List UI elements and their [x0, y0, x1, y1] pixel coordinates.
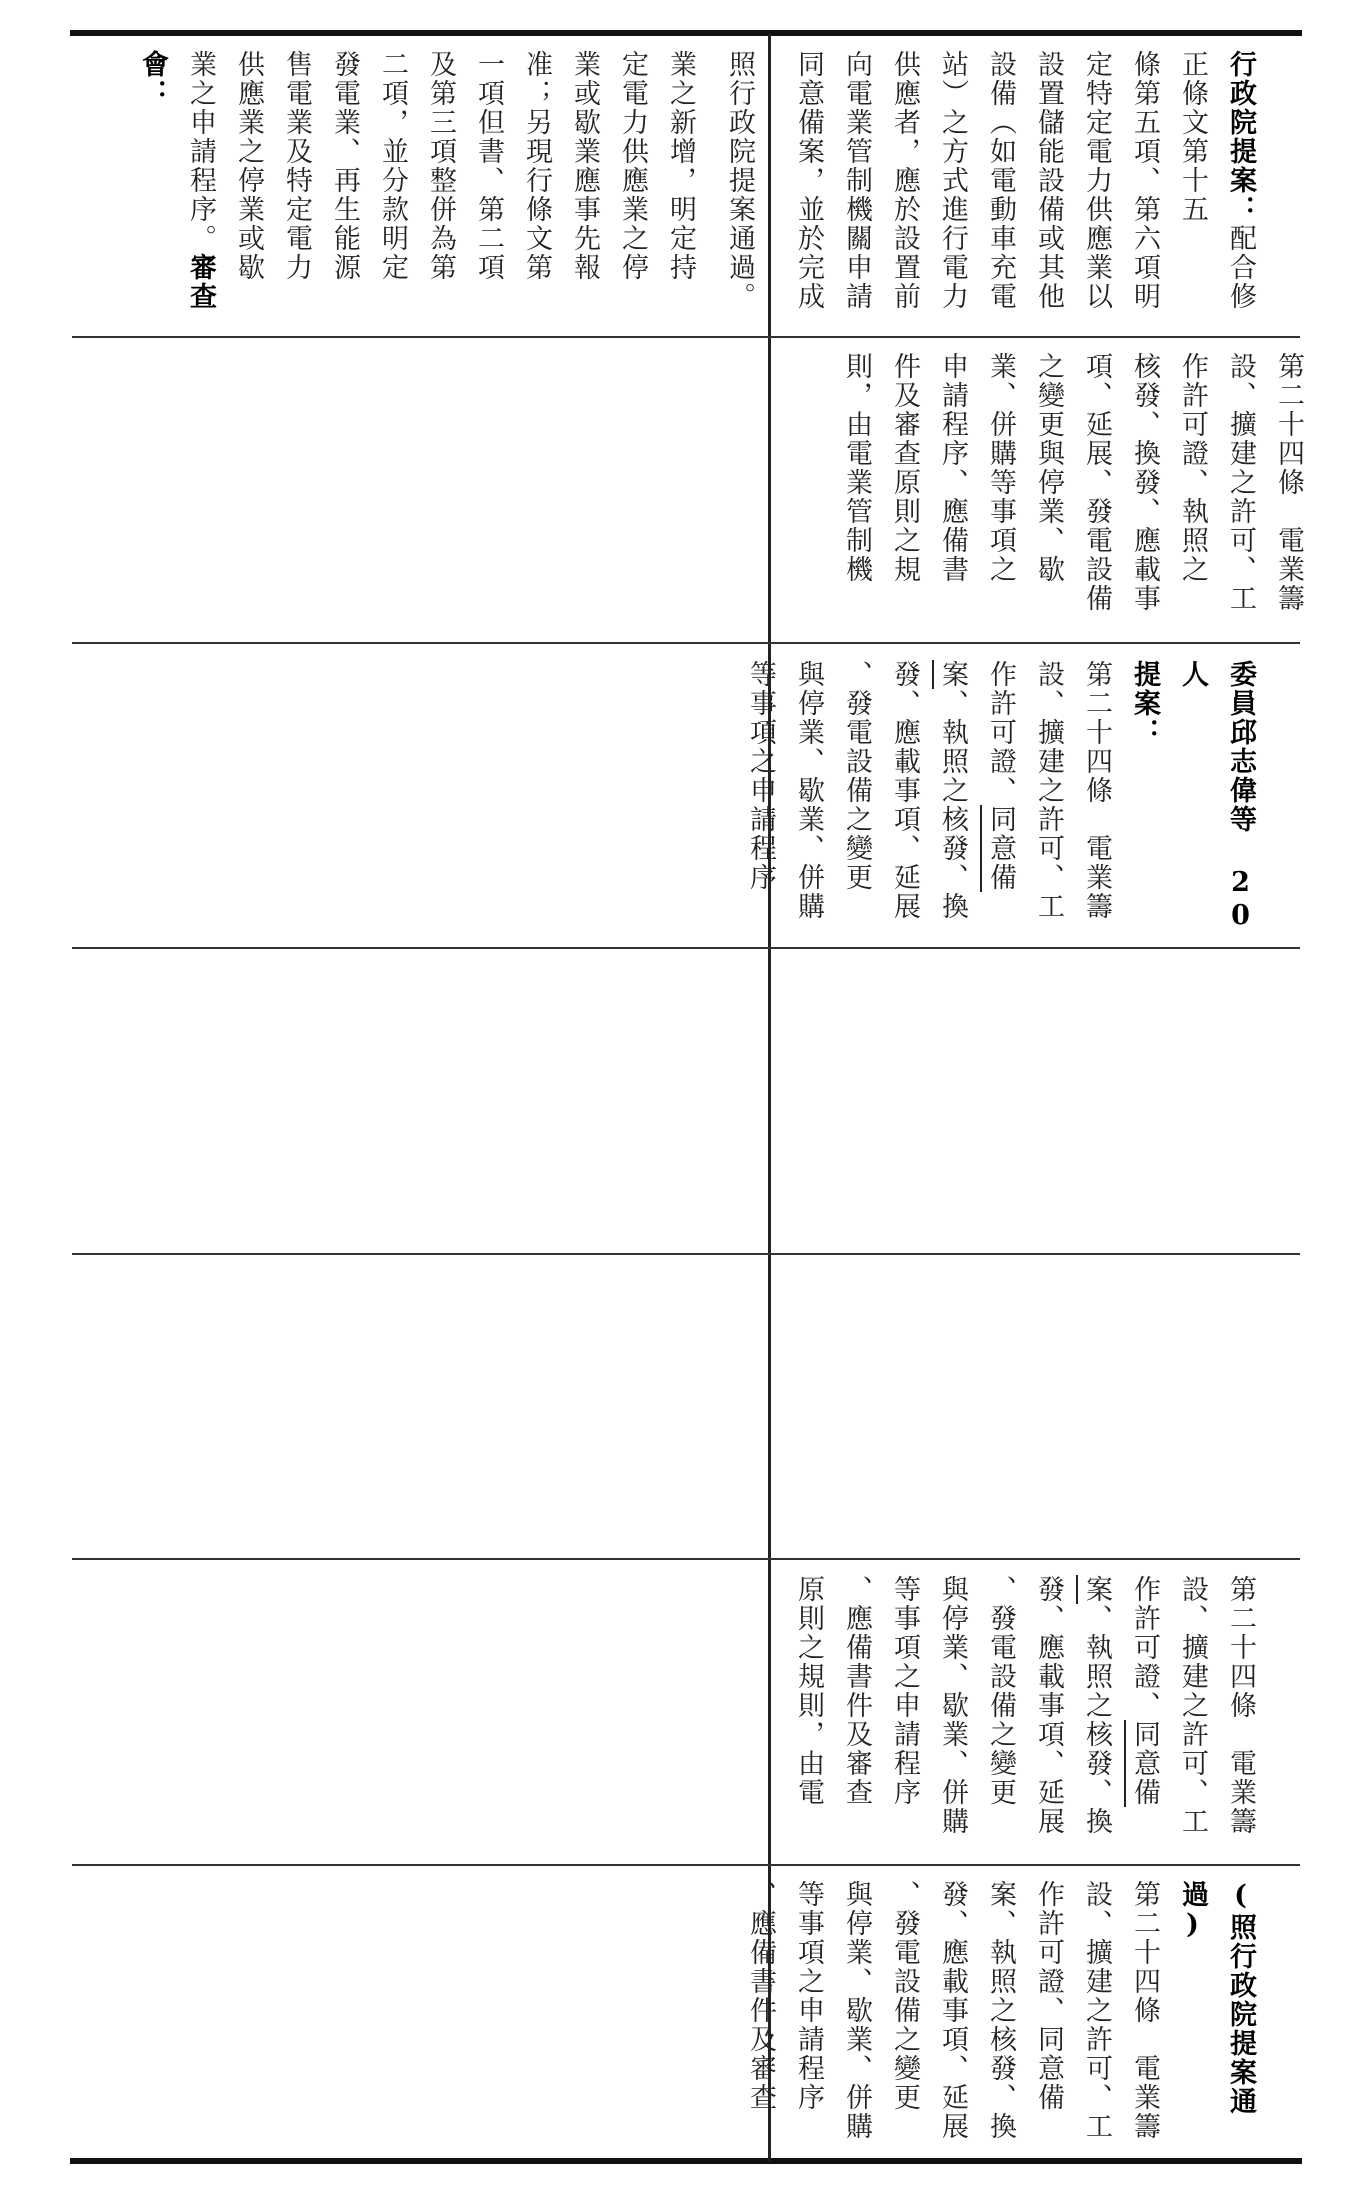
row3-label: 提案：	[1129, 660, 1160, 747]
row6-text-a: 第二十四條 電業籌 設、擴建之許可、工 作許可證、	[1129, 1575, 1256, 1836]
row6-text-u2: 案	[1081, 1575, 1112, 1604]
row-divider-4	[72, 1253, 1300, 1255]
review-label: 審查會：	[137, 50, 216, 311]
row3-text-u2: 案	[937, 660, 968, 689]
review-result: 照行政院提案通過。	[724, 50, 755, 311]
column-divider	[768, 33, 771, 2161]
row2-right-cell: 第二十四條 電業籌 設、擴建之許可、工 作許可證、執照之 核發、換發、應載事 項、延展、發電設備 之變更與停業、歇 業、併購等事項之 申請程序、應備書 件及審查原則之規 則，由電業管制機	[841, 352, 1304, 613]
table-top-border	[70, 30, 1302, 36]
row3-text-b: 、執照之核發、換 發、應載事項、延展 、發電設備之變更 與停業、歇業、併購 等事項之申請程序	[745, 660, 968, 921]
proposal-explanation: 業之新增，明定持 定電力供應業之停 業或歇業應事先報 准；另現行條文第 一項但書、第二項 及第三項整併為第 二項，並分款明定 發電業、再生能源 售電業及特定電力 供應業之停業或歇 業之申請程序。	[185, 50, 696, 282]
row1-right-cell	[784, 50, 1312, 330]
row-divider-6	[72, 1864, 1300, 1866]
row-divider-5	[72, 1558, 1300, 1560]
row-divider-2	[72, 642, 1300, 644]
row7-right-cell	[736, 1880, 1312, 2155]
row6-text-u1: 同意備	[1129, 1720, 1160, 1807]
row7-text: 第二十四條 電業籌 設、擴建之許可、工 作許可證、同意備 案、執照之核發、換 發、應載事項、延展 、發電設備之變更 與停業、歇業、併購 等事項之申請程序 、應備書件及審查	[745, 1880, 1160, 2141]
row3-text-u1: 同意備	[985, 805, 1016, 892]
row-divider-3	[72, 947, 1300, 949]
row3-text-a: 第二十四條 電業籌 設、擴建之許可、工 作許可證、	[985, 660, 1112, 921]
row6-text-b: 、執照之核發、換 發、應載事項、延展 、發電設備之變更 與停業、歇業、併購 等事項之申請程序 、應備書件及審查 原則之規則，由電	[793, 1575, 1112, 1836]
row3-title: 委員邱志偉等 20 人	[1177, 660, 1256, 933]
row3-right-cell	[736, 660, 1312, 940]
table-bottom-border	[70, 2158, 1302, 2164]
exec-text: 配合修正條文第十五 條第五項、第六項明 定特定電力供應業以 設置儲能設備或其他 設備（如電動車充電 站）之方式進行電力 供應者，應於設置前 向電業管制機關申請 同意備案，並於完成	[793, 50, 1256, 311]
row7-title: (照行政院提案通過)	[1177, 1880, 1256, 2116]
row6-right-cell	[784, 1575, 1312, 1855]
row1-left-cell	[128, 50, 752, 340]
exec-label: 行政院提案：	[1225, 50, 1256, 224]
